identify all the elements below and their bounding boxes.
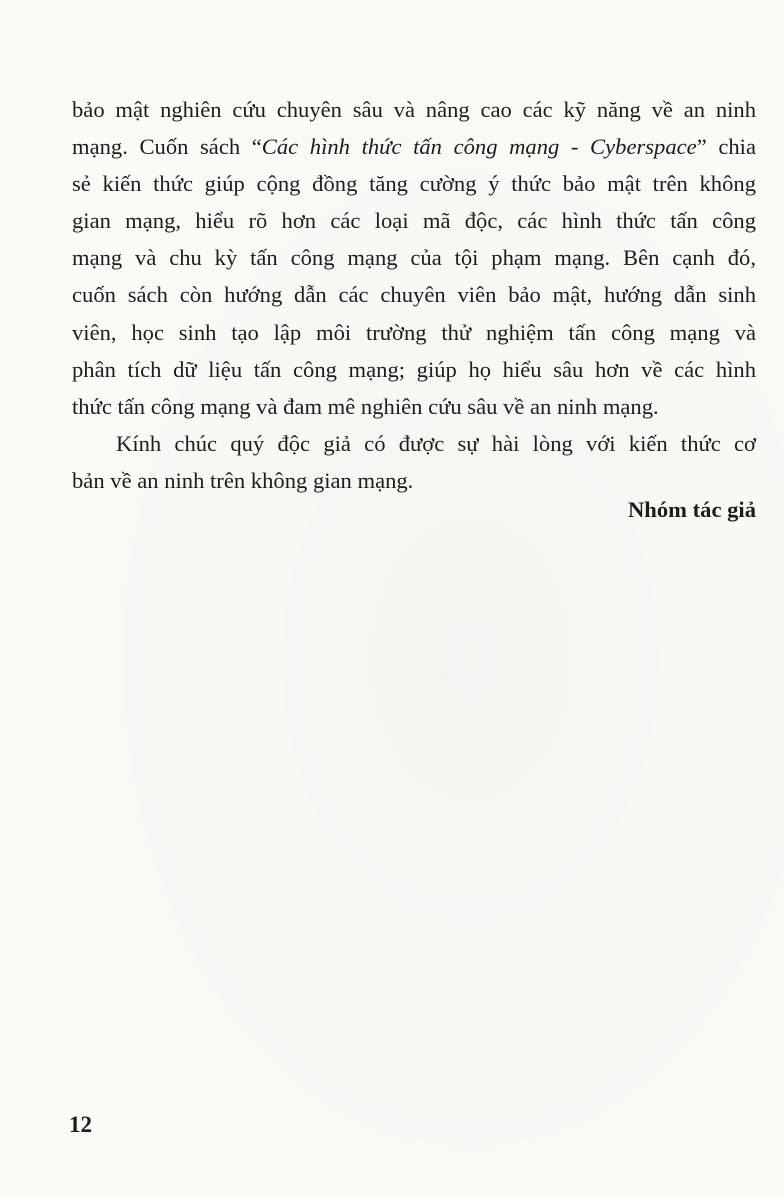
text-line: gian mạng, hiểu rõ hơn các loại mã độc, các hình thức tấn công	[72, 208, 756, 234]
text-line: mạng và chu kỳ tấn công mạng của tội phạm mạng. Bên cạnh đó,	[72, 245, 756, 271]
text-line: cuốn sách còn hướng dẫn các chuyên viên bảo mật, hướng dẫn sinh	[72, 282, 756, 308]
book-title: Các hình thức tấn công mạng - Cyberspace	[261, 134, 697, 160]
text-line: viên, học sinh tạo lập môi trường thử nghiệm tấn công mạng và	[72, 319, 756, 345]
text-fragment: ” chia	[696, 134, 756, 160]
text-line: phân tích dữ liệu tấn công mạng; giúp họ hiểu sâu hơn về các hình	[72, 356, 756, 382]
text-line: sẻ kiến thức giúp cộng đồng tăng cường ý thức bảo mật trên không	[72, 171, 756, 197]
text-line: thức tấn công mạng và đam mê nghiên cứu sâu về an ninh mạng.	[72, 393, 659, 419]
text-fragment: mạng. Cuốn sách “	[72, 134, 262, 160]
text-line: bản về an ninh trên không gian mạng.	[72, 467, 414, 493]
author-signature: Nhóm tác giả	[627, 497, 756, 522]
text-line: bảo mật nghiên cứu chuyên sâu và nâng cao các kỹ năng về an ninh	[72, 97, 756, 122]
body-text	[72, 91, 756, 499]
text-line: Kính chúc quý độc giả có được sự hài lòng với kiến thức cơ	[116, 430, 756, 456]
page-number: 12	[69, 1112, 92, 1137]
text-line	[72, 128, 756, 165]
